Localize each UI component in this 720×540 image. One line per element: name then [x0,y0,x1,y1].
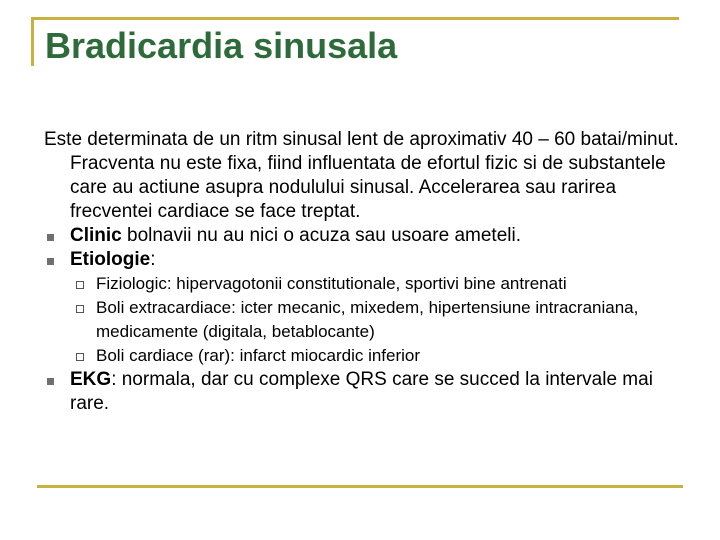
frame-bottom-line [37,485,683,488]
frame-top-line [31,17,679,20]
etiologie-suffix: : [150,249,156,270]
bullet-etiologie [44,248,684,272]
square-bullet-icon [47,234,54,241]
frame-left-line [31,17,34,66]
etiologie-item [44,296,684,344]
hollow-square-bullet-icon [76,353,84,361]
slide-body [44,128,684,416]
clinic-text: bolnavii nu au nici o acuza sau usoare ameteli. [121,225,521,246]
etiologie-item [44,272,684,296]
clinic-term: Clinic [70,225,122,246]
slide-title: Bradicardia sinusala [45,25,398,66]
ekg-text: : normala, dar cu complexe QRS care se succed la intervale mai rare. [70,369,653,414]
bullet-ekg [44,368,684,416]
etiologie-item [44,344,684,368]
hollow-square-bullet-icon [76,281,84,289]
square-bullet-icon [47,258,54,265]
bullet-clinic [44,224,684,248]
square-bullet-icon [47,378,54,385]
intro-paragraph: Este determinata de un ritm sinusal lent de aproximativ 40 – 60 batai/minut. Fracventa nu este fixa, fiind influentata de efortul fizic si de substantele care au actiune asupra nodulului sinusal. Accelerarea sau rarirea frecventei cardiace se face treptat. [44,129,679,222]
etiologie-item-text: Boli extracardiace: icter mecanic, mixedem, hipertensiune intracraniana, medicamente (digitala, betablocante) [96,298,639,341]
hollow-square-bullet-icon [76,305,84,313]
etiologie-item-text: Boli cardiace (rar): infarct miocardic inferior [96,346,421,365]
etiologie-item-text: Fiziologic: hipervagotonii constitutionale, sportivi bine antrenati [96,274,567,293]
etiologie-term: Etiologie [70,249,151,270]
ekg-term: EKG [70,369,112,390]
